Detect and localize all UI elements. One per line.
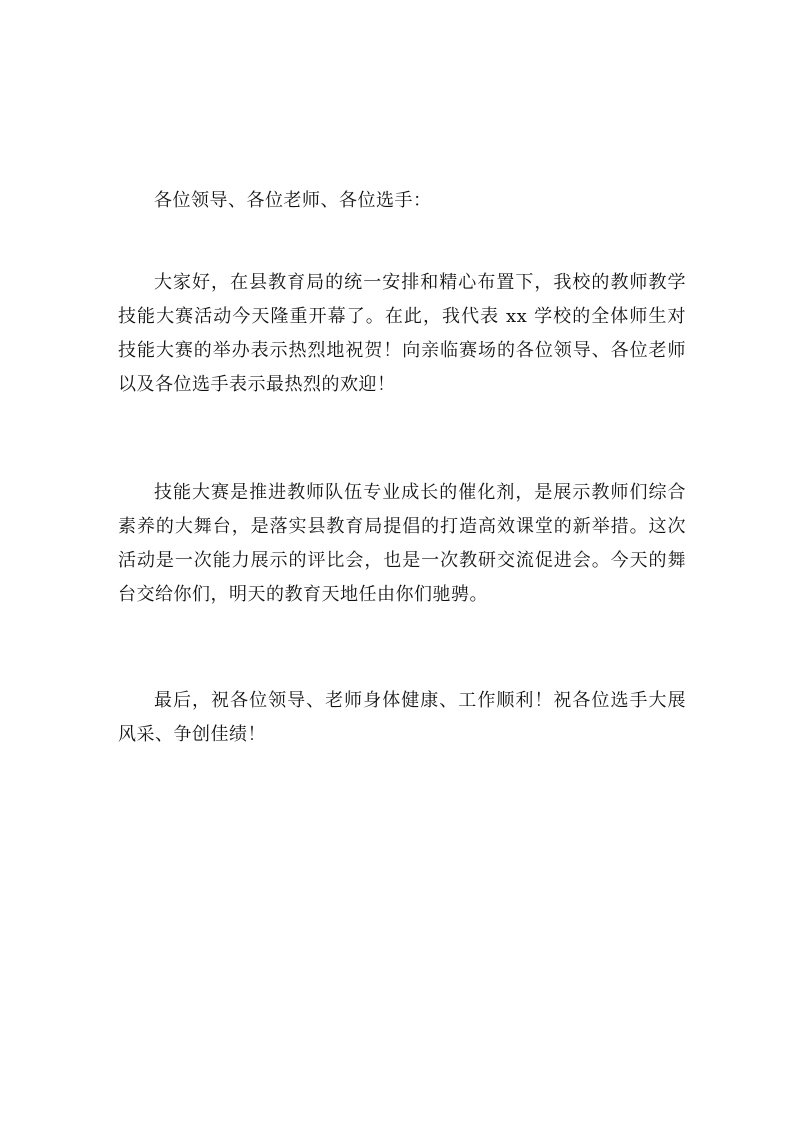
closing-paragraph: 最后，祝各位领导、老师身体健康、工作顺利！祝各位选手大展风采、争创佳绩！	[118, 690, 686, 745]
opening-paragraph: 大家好，在县教育局的统一安排和精心布置下，我校的教师教学技能大赛活动今天隆重开幕了。在此，我代表 xx 学校的全体师生对技能大赛的举办表示热烈地祝贺！向亲临赛场的各位领导、各位老师以及各位选手表示最热烈的欢迎！	[118, 272, 686, 395]
salutation: 各位领导、各位老师、各位选手：	[154, 190, 432, 211]
body-paragraph: 技能大赛是推进教师队伍专业成长的催化剂，是展示教师们综合素养的大舞台，是落实县教育局提倡的打造高效课堂的新举措。这次活动是一次能力展示的评比会，也是一次教研交流促进会。今天的舞台交给你们，明天的教育天地任由你们驰骋。	[118, 482, 686, 605]
